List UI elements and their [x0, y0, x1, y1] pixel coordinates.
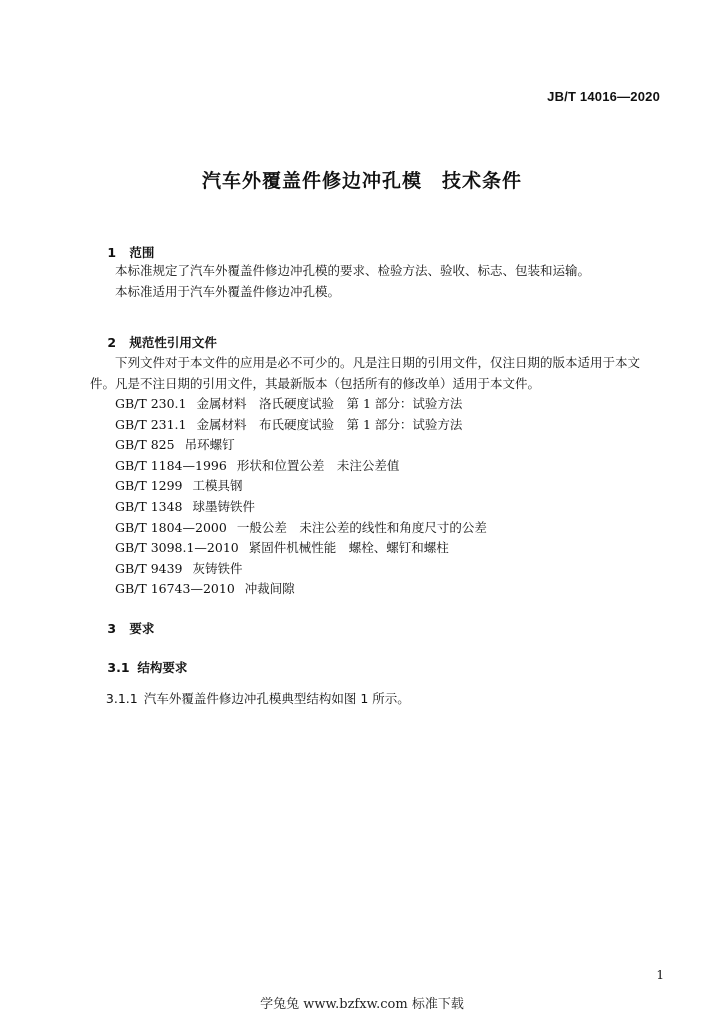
reference-item — [115, 476, 487, 497]
reference-title: 球墨铸铁件 — [192, 498, 256, 514]
reference-item — [115, 579, 487, 600]
standard-code: JB/T 14016—2020 — [547, 89, 660, 104]
reference-code: GB/T 9439 — [115, 560, 183, 576]
reference-item — [115, 456, 487, 477]
reference-code: GB/T 16743—2010 — [115, 581, 235, 597]
section-title: 规范性引用文件 — [129, 335, 217, 350]
reference-item — [115, 518, 487, 539]
reference-title: 吊环螺钉 — [184, 437, 235, 453]
reference-title: 金属材料 洛氏硬度试验 第 1 部分：试验方法 — [196, 396, 463, 411]
section-number: 1 — [107, 245, 117, 260]
page-number: 1 — [656, 968, 664, 982]
section-number: 3.1 — [107, 660, 130, 675]
reference-item — [115, 497, 487, 518]
reference-code: GB/T 1348 — [115, 498, 183, 514]
reference-title: 工模具钢 — [192, 478, 243, 494]
reference-title: 冲裁间隙 — [244, 581, 295, 597]
section-title: 要求 — [129, 621, 155, 636]
reference-code: GB/T 231.1 — [115, 416, 187, 432]
reference-title: 一般公差 未注公差的线性和角度尺寸的公差 — [236, 519, 487, 535]
reference-item — [115, 435, 487, 456]
reference-code: GB/T 1184—1996 — [115, 457, 227, 473]
reference-item — [115, 415, 487, 436]
clause-number: 3.1.1 — [105, 691, 138, 706]
reference-item — [115, 559, 487, 580]
section-title: 结构要求 — [137, 660, 188, 675]
footer-watermark: 学兔兔 www.bzfxw.com 标准下载 — [260, 997, 464, 1012]
clause-3-1-1 — [90, 674, 410, 722]
reference-code: GB/T 230.1 — [115, 396, 187, 411]
reference-code: GB/T 3098.1—2010 — [115, 540, 239, 556]
reference-title: 紧固件机械性能 螺栓、螺钉和螺柱 — [248, 540, 449, 556]
references-intro — [90, 352, 658, 394]
section-number: 2 — [107, 335, 117, 350]
scope-paragraphs — [90, 260, 658, 302]
reference-code: GB/T 1299 — [115, 478, 183, 494]
reference-code: GB/T 1804—2000 — [115, 519, 227, 535]
reference-title: 灰铸铁件 — [192, 560, 243, 576]
clause-text: 汽车外覆盖件修边冲孔模典型结构如图 1 所示。 — [143, 691, 410, 706]
reference-item — [115, 538, 487, 559]
reference-code: GB/T 825 — [115, 437, 175, 453]
reference-title: 金属材料 布氏硬度试验 第 1 部分：试验方法 — [196, 416, 463, 432]
section-title: 范围 — [129, 245, 155, 260]
document-title: 汽车外覆盖件修边冲孔模 技术条件 — [201, 170, 522, 192]
section-number: 3 — [107, 621, 117, 636]
normative-references-list — [115, 394, 487, 600]
references-intro-line-2: 件。凡是不注日期的引用文件，其最新版本（包括所有的修改单）适用于本文件。 — [90, 376, 541, 391]
references-intro-line-1: 下列文件对于本文件的应用是必不可少的。凡是注日期的引用文件，仅注日期的版本适用于本文 — [115, 355, 641, 370]
scope-paragraph-2: 本标准适用于汽车外覆盖件修边冲孔模。 — [115, 284, 341, 299]
reference-item — [115, 394, 487, 415]
reference-title: 形状和位置公差 未注公差值 — [236, 457, 400, 473]
scope-paragraph-1: 本标准规定了汽车外覆盖件修边冲孔模的要求、检验方法、验收、标志、包装和运输。 — [115, 263, 591, 278]
